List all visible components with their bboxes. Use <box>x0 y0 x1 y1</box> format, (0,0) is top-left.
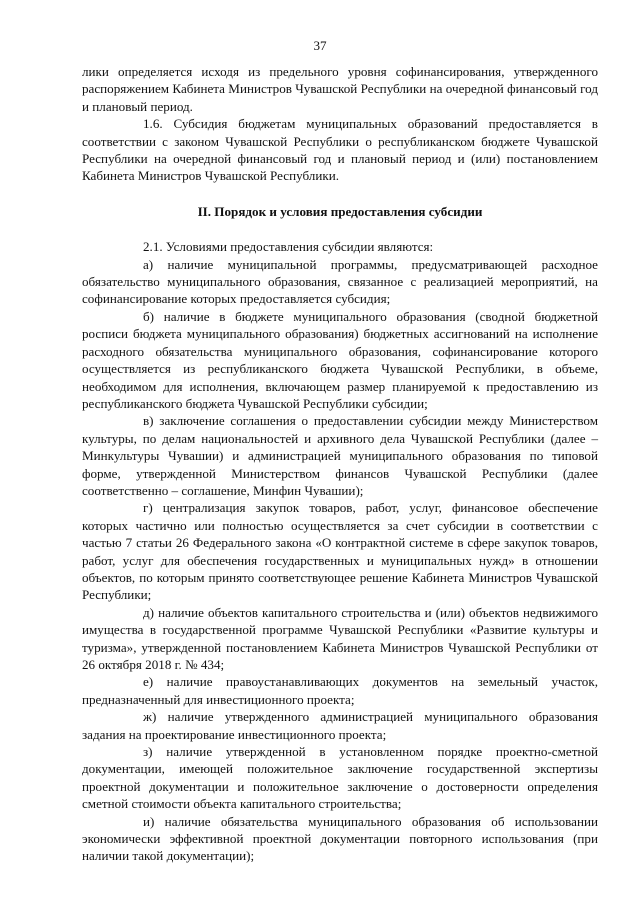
document-body <box>82 63 598 865</box>
list-item-zh: ж) наличие утвержденного администрацией муниципального образования задания на проектирование инвестиционного проекта; <box>82 709 598 742</box>
paragraph-1-6: 1.6. Субсидия бюджетам муниципальных образований предоставляется в соответствии с законом Чувашской Республики о республиканском бюджете Чувашской Республики на очередной финансовый год и плановый период и (или) постановлением Кабинета Министров Чувашской Республики. <box>82 116 598 184</box>
list-item-v: в) заключение соглашения о предоставлении субсидии между Министерством культуры, по делам национальностей и архивного дела Чувашской Республики (далее – Минкультуры Чувашии) и администрацией муниципального образования по типовой форме, утвержденной Министерством финансов Чувашской Республики (далее соответственно – соглашение, Минфин Чувашии); <box>82 413 598 498</box>
section-heading: II. Порядок и условия предоставления субсидии <box>197 203 483 219</box>
list-item-i: и) наличие обязательства муниципального образования об использовании экономически эффективной проектной документации повторного использования (при наличии такой документации); <box>82 813 598 864</box>
paragraph-continuation: лики определяется исходя из предельного уровня софинансирования, утвержденного распоряжением Кабинета Министров Чувашской Республики на очередной финансовый год и плановый период. <box>82 64 598 114</box>
list-item-z: з) наличие утвержденной в установленном порядке проектно-сметной документации, имеющей положительное заключение государственной экспертизы проектной документации и положительное заключение о достоверности определения сметной стоимости объекта капитального строительства; <box>82 744 598 812</box>
list-item-b: б) наличие в бюджете муниципального образования (сводной бюджетной росписи бюджета муниципального образования) бюджетных ассигнований на исполнение расходного обязательства муниципального образования, софинансирование которого осуществляется из республиканского бюджета Чувашской Республики, в объеме, необходимом для исполнения, включающем размер планируемой к предоставлению из республиканского бюджета Чувашской Республики субсидии; <box>82 308 598 411</box>
list-item-g: г) централизация закупок товаров, работ, услуг, финансовое обеспечение которых частично или полностью осуществляется за счет субсидии в соответствии с частью 7 статьи 26 Федерального закона «О контрактной системе в сфере закупок товаров, работ, услуг для обеспечения государственных и муниципальных нужд» в отношении объектов, по которым принято соответствующее решение Кабинета Министров Чувашской Республики; <box>82 500 598 603</box>
paragraph-2-1: 2.1. Условиями предоставления субсидии являются: <box>143 239 434 255</box>
list-item-d: д) наличие объектов капитального строительства и (или) объектов недвижимого имущества в государственной программе Чувашской Республики «Развитие культуры и туризма», утвержденной постановлением Кабинета Министров Чувашской Республики от 26 октября 2018 г. № 434; <box>82 604 598 672</box>
list-item-e: е) наличие правоустанавливающих документов на земельный участок, предназначенный для инвестиционного проекта; <box>82 674 598 707</box>
list-item-a: а) наличие муниципальной программы, предусматривающей расходное обязательство муниципального образования, связанное с реализацией мероприятий, на софинансирование которых предоставляется субсидия; <box>82 256 598 307</box>
page-number: 37 <box>313 38 327 53</box>
